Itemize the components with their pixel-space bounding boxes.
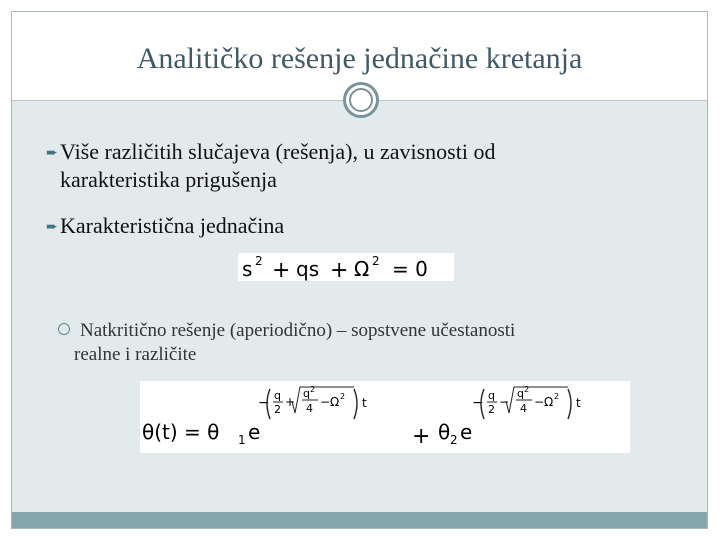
sol-exp2-two: 2	[488, 403, 495, 416]
sol-exp2-minus2: −	[534, 395, 545, 409]
bullet-1	[46, 139, 495, 193]
sol-exp2-q2-exp: 2	[524, 385, 530, 394]
sol-exp2-minus: −	[472, 395, 484, 411]
eq-plus-1: +	[272, 258, 291, 281]
content-area	[12, 101, 707, 513]
slide-title: Analitičko rešenje jednačine kretanja	[136, 42, 583, 75]
sol-exp2-four: 4	[520, 402, 527, 415]
sol-exp1-q2: q	[303, 387, 310, 400]
characteristic-equation-svg	[238, 253, 454, 281]
sol-exp1-omega: Ω	[330, 395, 340, 409]
circle-bullet-icon	[58, 323, 70, 335]
sol-exp2-rparen	[568, 389, 571, 419]
sol-sub2: 2	[450, 433, 458, 447]
sol-exp2-q2: q	[517, 387, 524, 400]
eq-s: s	[242, 257, 253, 281]
sol-exp1-q: q	[274, 389, 281, 402]
bullet-1-line2: karakteristika prigušenja	[60, 167, 277, 192]
eq-omega-exp: 2	[372, 254, 380, 268]
bullet-2-line1: Karakteristična jednačina	[60, 213, 285, 238]
sol-exp1-q2-exp: 2	[310, 385, 316, 394]
sol-exp2-omega: Ω	[544, 395, 554, 409]
arrow-bullet-icon: ➨	[46, 146, 58, 161]
sol-exp1-t: t	[362, 396, 367, 410]
sol-exp1-two: 2	[274, 403, 281, 416]
slide	[11, 11, 708, 529]
solution-equation	[140, 381, 630, 453]
sol-lhs: θ(t) = θ	[142, 420, 220, 444]
eq-plus-2: +	[330, 258, 349, 281]
eq-s-exp: 2	[255, 254, 263, 268]
bullet-2	[46, 213, 284, 241]
footer-bar	[12, 512, 707, 528]
eq-qs: qs	[296, 257, 320, 281]
sol-exp2-t: t	[576, 396, 581, 410]
sol-sub1: 1	[238, 433, 246, 447]
solution-equation-svg	[140, 381, 630, 453]
sol-exp2-omega-exp: 2	[554, 392, 560, 401]
sol-exp1-rparen	[354, 389, 357, 419]
sol-exp1-omega-exp: 2	[340, 392, 346, 401]
sol-exp2-minus-mid: −	[499, 395, 510, 409]
bullet-1-line1: Više različitih slučajeva (rešenja), u zavisnosti od	[60, 139, 496, 164]
sol-plus: +	[412, 424, 431, 449]
sol-theta2: θ	[438, 420, 451, 444]
characteristic-equation	[238, 253, 454, 281]
arrow-bullet-icon: ➨	[46, 220, 58, 235]
sol-e2: e	[460, 420, 473, 444]
eq-equals-zero: = 0	[392, 257, 428, 281]
sol-exp1-four: 4	[306, 402, 313, 415]
eq-omega: Ω	[354, 257, 370, 281]
sub-bullet-line1: Natkritično rešenje (aperiodično) – sopstvene učestanosti	[80, 320, 516, 341]
sub-bullet	[58, 319, 515, 367]
sol-exp2-q: q	[488, 389, 495, 402]
sol-e1: e	[248, 420, 261, 444]
sol-exp1-minus2: −	[320, 395, 331, 409]
sol-exp1-plus: +	[285, 395, 296, 409]
sol-exp1-minus: −	[258, 395, 270, 411]
sub-bullet-line2: realne i različite	[74, 344, 197, 365]
ring-ornament-icon	[343, 82, 379, 118]
